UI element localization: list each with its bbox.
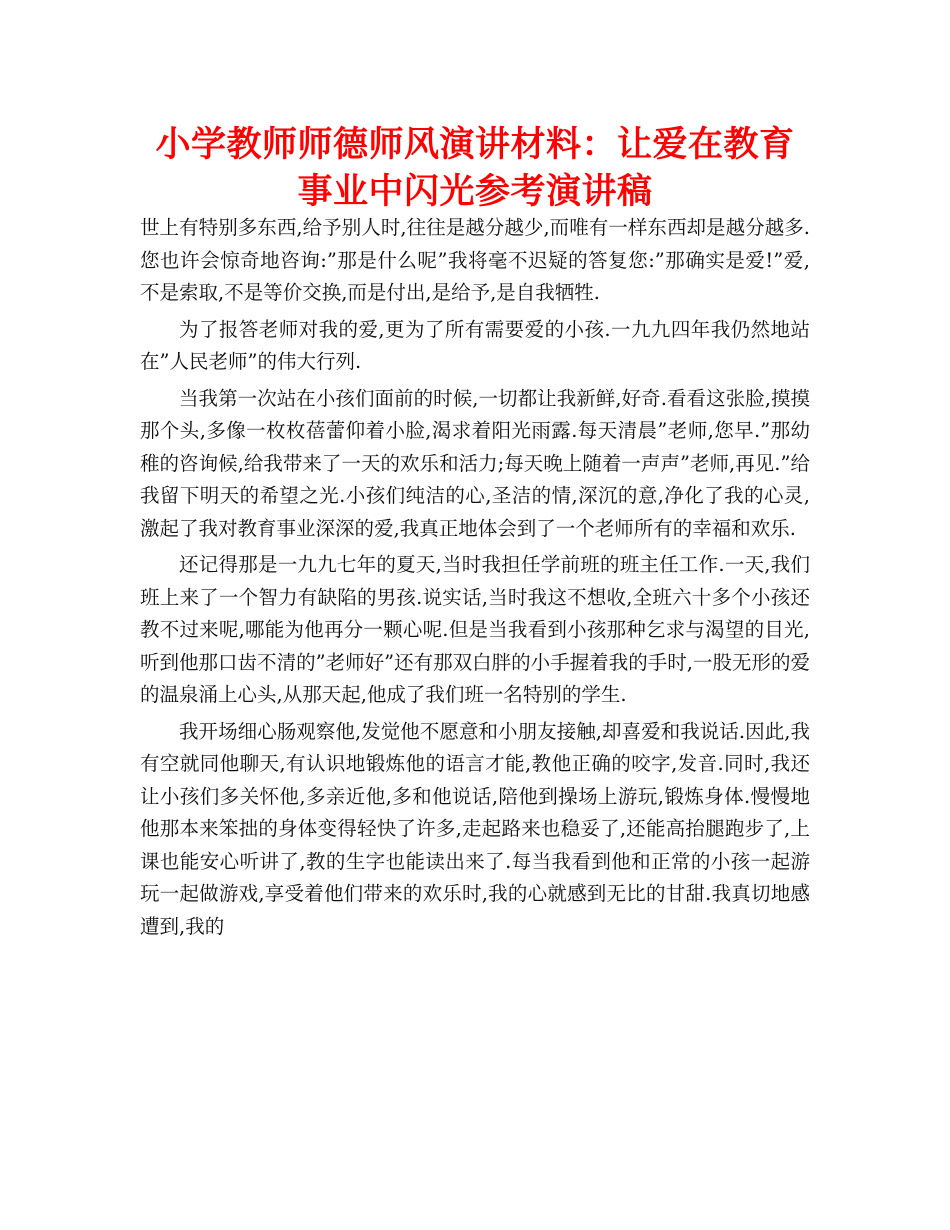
paragraph-5: 我开场细心肠观察他,发觉他不愿意和小朋友接触,却喜爱和我说话.因此,我有空就同他聊天,有认识地锻炼他的语言才能,教他正确的咬字,发音.同时,我还让小孩们多关怀他,多亲近他,多和他说话,陪他到操场上游玩,锻炼身体.慢慢地他那本来笨拙的身体变得轻快了许多,走起路来也稳妥了,还能高抬腿跑步了,上课也能安心听讲了,教的生字也能读出来了.每当我看到他和正常的小孩一起游玩一起做游戏,享受着他们带来的欢乐时,我的心就感到无比的甘甜.我真切地感遭到,我的: [140, 719, 810, 938]
paragraph-3: 当我第一次站在小孩们面前的时候,一切都让我新鲜,好奇.看看这张脸,摸摸那个头,多像一枚枚蓓蕾仰着小脸,渴求着阳光雨露.每天清晨”老师,您早.”那幼稚的咨询候,给我带来了一天的欢乐和活力;每天晚上随着一声声”老师,再见.”给我留下明天的希望之光.小孩们纯洁的心,圣洁的情,深沉的意,净化了我的心灵,激起了我对教育事业深深的爱,我真正地体会到了一个老师所有的幸福和欢乐.: [140, 386, 810, 540]
paragraph-2: 为了报答老师对我的爱,更为了所有需要爱的小孩.一九九四年我仍然地站在”人民老师”的伟大行列.: [140, 317, 810, 373]
paragraph-4: 还记得那是一九九七年的夏天,当时我担任学前班的班主任工作.一天,我们班上来了一个智力有缺陷的男孩.说实话,当时我这不想收,全班六十多个小孩还教不过来呢,哪能为他再分一颗心呢.但是当我看到小孩那种乞求与渴望的目光,听到他那口齿不清的”老师好”还有那双白胖的小手握着我的手时,一股无形的爱的温泉涌上心头,从那天起,他成了我们班一名特别的学生.: [140, 553, 810, 706]
paragraph-1: 世上有特别多东西,给予别人时,往往是越分越少,而唯有一样东西却是越分越多.您也许会惊奇地咨询:”那是什么呢”我将毫不迟疑的答复您:”那确实是爱!”爱,不是索取,不是等价交换,而是付出,是给予,是自我牺牲.: [140, 216, 810, 304]
document-body: [140, 212, 810, 947]
document-title: 小学教师师德师风演讲材料：让爱在教育事业中闪光参考演讲稿: [155, 125, 795, 212]
